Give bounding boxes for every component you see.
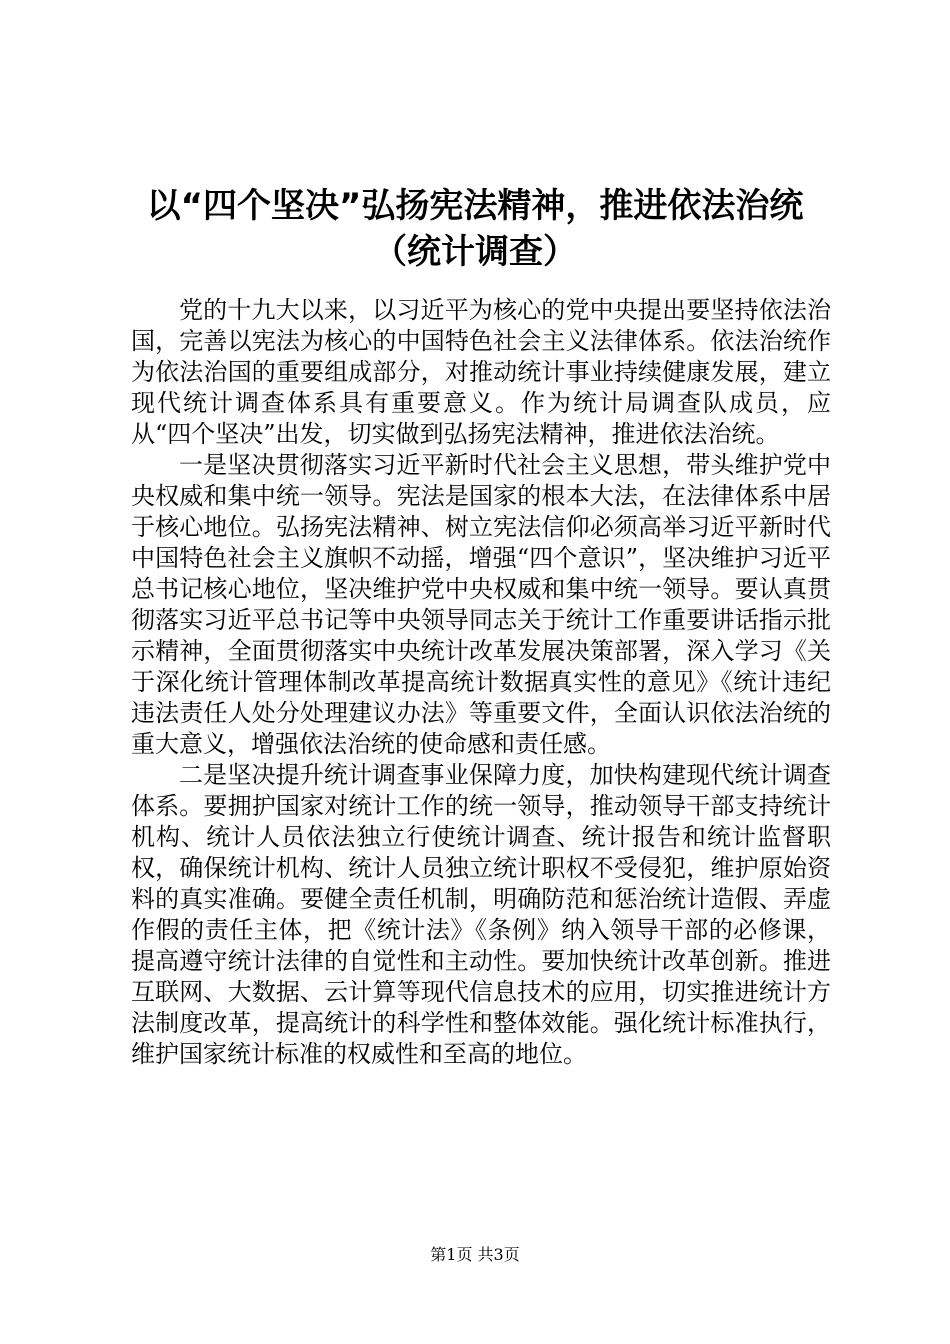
- paragraph-first-point: 一是坚决贯彻落实习近平新时代社会主义思想，带头维护党中央权威和集中统一领导。宪法是国家的根本大法，在法律体系中居于核心地位。弘扬宪法精神、树立宪法信仰必须高举习近平新时代中国特色社会主义旗帜不动摇，增强“四个意识”，坚决维护习近平总书记核心地位，坚决维护党中央权威和集中统一领导。要认真贯彻落实习近平总书记等中央领导同志关于统计工作重要讲话指示批示精神，全面贯彻落实中央统计改革发展决策部署，深入学习《关于深化统计管理体制改革提高统计数据真实性的意见》《统计违纪违法责任人处分处理建议办法》等重要文件，全面认识依法治统的重大意义，增强依法治统的使命感和责任感。: [131, 451, 831, 758]
- document-body: [131, 295, 831, 1070]
- paragraph-second-point: 二是坚决提升统计调查事业保障力度，加快构建现代统计调查体系。要拥护国家对统计工作的统一领导，推动领导干部支持统计机构、统计人员依法独立行使统计调查、统计报告和统计监督职权，确保统计机构、统计人员独立统计职权不受侵犯，维护原始资料的真实准确。要健全责任机制，明确防范和惩治统计造假、弄虚作假的责任主体，把《统计法》《条例》纳入领导干部的必修课，提高遵守统计法律的自觉性和主动性。要加快统计改革创新。推进互联网、大数据、云计算等现代信息技术的应用，切实推进统计方法制度改革，提高统计的科学性和整体效能。强化统计标准执行，维护国家统计标准的权威性和至高的地位。: [131, 761, 831, 1068]
- document-title: 以“四个坚决”弘扬宪法精神，推进依法治统: [146, 186, 804, 226]
- document-subtitle: （统计调查）: [373, 232, 577, 272]
- paragraph-intro: 党的十九大以来，以习近平为核心的党中央提出要坚持依法治国，完善以宪法为核心的中国特色社会主义法律体系。依法治统作为依法治国的重要组成部分，对推动统计事业持续健康发展，建立现代统计调查体系具有重要意义。作为统计局调查队成员，应从“四个坚决”出发，切实做到弘扬宪法精神，推进依法治统。: [131, 296, 831, 448]
- page-number: 第1页 共3页: [430, 1245, 520, 1264]
